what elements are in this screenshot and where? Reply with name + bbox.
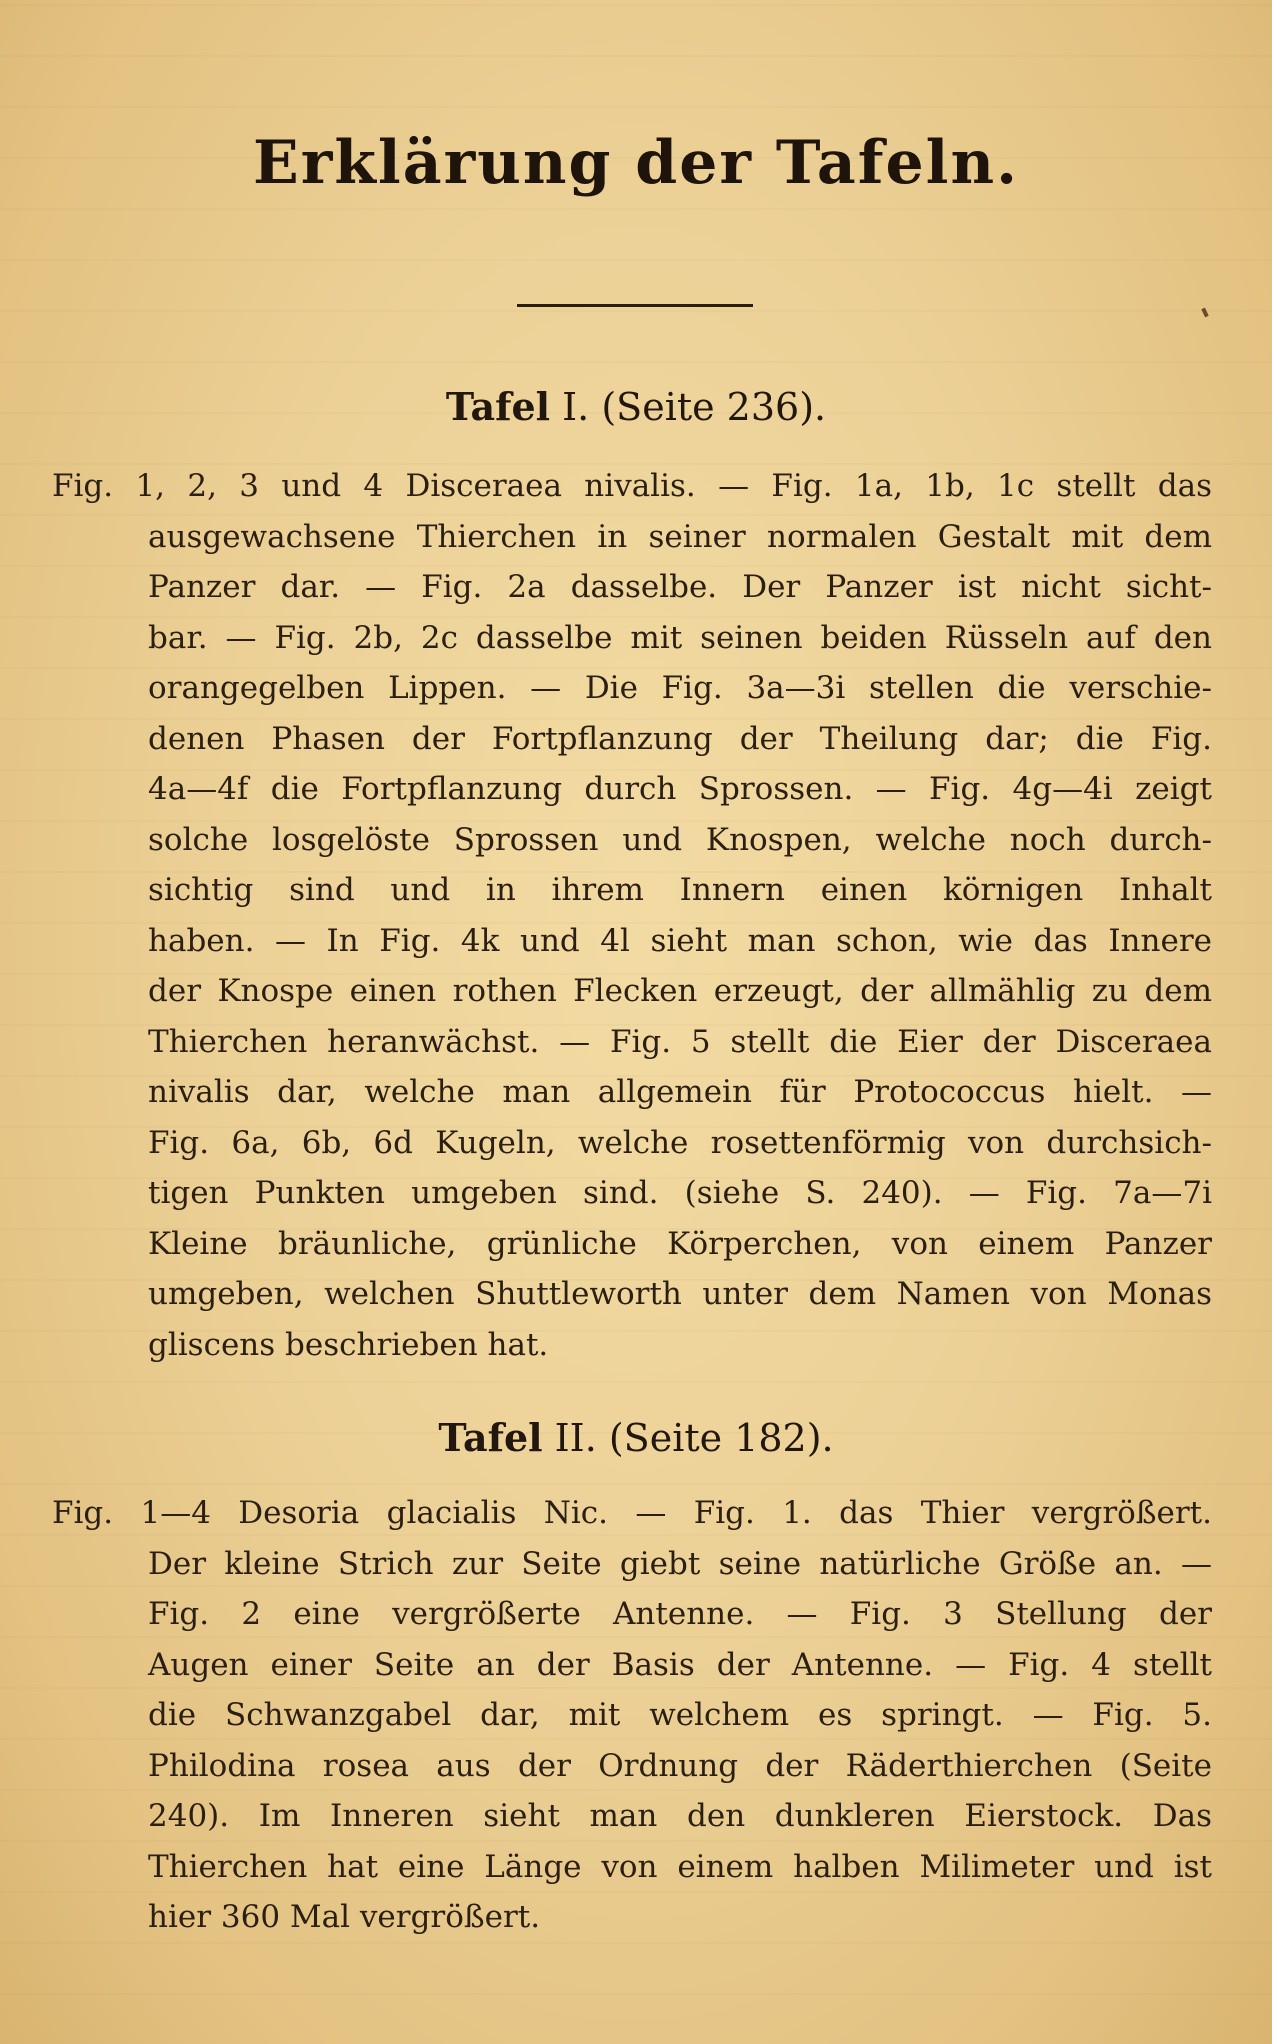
ink-speck (1201, 308, 1208, 318)
section-text-tafel-2 (52, 1488, 1212, 1943)
text-line: 240). Im Inneren sieht man den dunkleren Eierstock. Das (148, 1798, 1212, 1834)
text-line: umgeben, welchen Shuttleworth unter dem Namen von Monas (148, 1276, 1212, 1312)
text-line: Philodina rosea aus der Ordnung der Räderthierchen (Seite (148, 1747, 1212, 1784)
title-rule (517, 304, 753, 307)
text-line: gliscens beschrieben hat. (148, 1326, 549, 1363)
text-line: Fig. 6a, 6b, 6d Kugeln, welche rosettenförmig von durchsich- (148, 1124, 1212, 1161)
text-line: nivalis dar, welche man allgemein für Protococcus hielt. — (148, 1074, 1212, 1110)
section-heading-tafel-1 (0, 384, 1272, 429)
heading-rest: II. (Seite 182). (542, 1416, 834, 1460)
text-line: 4a—4f die Fortpflanzung durch Sprossen. — Fig. 4g—4i zeigt (148, 771, 1212, 807)
text-line: orangegelben Lippen. — Die Fig. 3a—3i stellen die verschie- (148, 670, 1212, 706)
text-line: der Knospe einen rothen Flecken erzeugt, der allmählig zu dem (148, 973, 1212, 1009)
section-heading-tafel-2 (0, 1415, 1272, 1460)
section-text-tafel-1 (52, 461, 1212, 1370)
text-line: hier 360 Mal vergrößert. (148, 1899, 541, 1935)
text-line: Fig. 2 eine vergrößerte Antenne. — Fig. 3 Stellung der (148, 1596, 1212, 1632)
text-line: solche losgelöste Sprossen und Knospen, welche noch durch- (148, 821, 1212, 858)
text-line: haben. — In Fig. 4k und 4l sieht man schon, wie das Innere (148, 922, 1212, 959)
text-line: bar. — Fig. 2b, 2c dasselbe mit seinen beiden Rüsseln auf den (148, 619, 1212, 656)
page-title: Erklärung der Tafeln. (253, 128, 1019, 198)
text-line: denen Phasen der Fortpflanzung der Theilung dar; die Fig. (148, 720, 1212, 757)
text-line: Panzer dar. — Fig. 2a dasselbe. Der Panzer ist nicht sicht- (148, 569, 1212, 605)
text-line: ausgewachsene Thierchen in seiner normalen Gestalt mit dem (148, 518, 1212, 555)
text-line: Fig. 1—4 Desoria glacialis Nic. — Fig. 1. das Thier vergrößert. (52, 1495, 1212, 1531)
text-line: sichtig sind und in ihrem Innern einen körnigen Inhalt (148, 872, 1212, 908)
text-line: Thierchen hat eine Länge von einem halben Milimeter und ist (148, 1848, 1212, 1885)
text-line: Fig. 1, 2, 3 und 4 Disceraea nivalis. — Fig. 1a, 1b, 1c stellt das (52, 468, 1212, 504)
heading-word: Tafel (445, 384, 551, 429)
text-line: Thierchen heranwächst. — Fig. 5 stellt die Eier der Disceraea (148, 1023, 1212, 1060)
text-line: Kleine bräunliche, grünliche Körperchen, von einem Panzer (148, 1225, 1212, 1262)
text-line: tigen Punkten umgeben sind. (siehe S. 240). — Fig. 7a—7i (148, 1175, 1212, 1211)
text-line: die Schwanzgabel dar, mit welchem es springt. — Fig. 5. (148, 1697, 1212, 1733)
heading-rest: I. (Seite 236). (550, 385, 827, 429)
text-line: Der kleine Strich zur Seite giebt seine natürliche Größe an. — (148, 1545, 1212, 1582)
heading-word: Tafel (438, 1415, 543, 1460)
text-line: Augen einer Seite an der Basis der Antenne. — Fig. 4 stellt (148, 1646, 1212, 1683)
